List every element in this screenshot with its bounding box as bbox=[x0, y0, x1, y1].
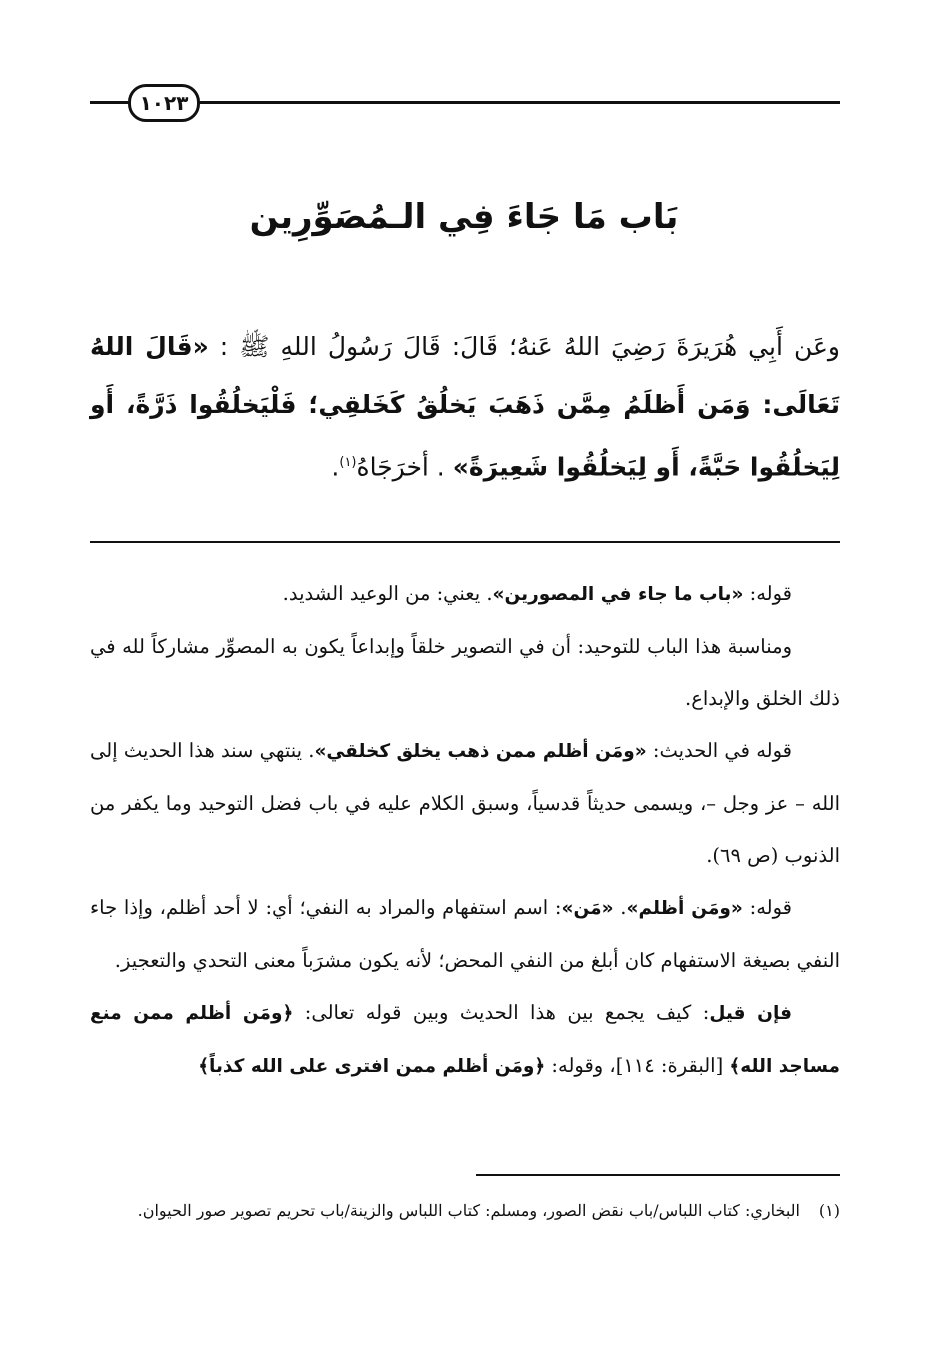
commentary-paragraph-2: ومناسبة هذا الباب للتوحيد: أن في التصوير خلقاً وإبداعاً يكون به المصوِّر مشاركاً لله في ذلك الخلق والإبداع. bbox=[90, 635, 840, 710]
footnote-text: البخاري: كتاب اللباس/باب نقض الصور، ومسلم: كتاب اللباس والزينة/باب تحريم تصوير صور الحيوان. bbox=[137, 1201, 800, 1220]
p4-mid: . bbox=[613, 896, 627, 919]
hadith-end: . bbox=[331, 452, 340, 482]
hadith-quote: «قَالَ اللهُ تَعَالَى: وَمَن أَظلَمُ مِمَّن ذَهَبَ يَخلُقُ كَخَلقِي؛ فَلْيَخلُقُوا ذَرَّةً، أَو لِيَخلُقُوا حَبَّةً، أَو لِيَخلُقُوا شَعِيرَةً» bbox=[90, 332, 840, 482]
commentary bbox=[90, 568, 840, 1093]
hadith-intro: وعَن أَبِي هُرَيرَةَ رَضِيَ اللهُ عَنهُ؛ قَالَ: قَالَ رَسُولُ اللهِ ﷺ : bbox=[219, 332, 840, 361]
p5-text-2: [البقرة: ١١٤]، وقوله: bbox=[545, 1054, 730, 1077]
commentary-paragraph-1 bbox=[90, 568, 840, 621]
chapter-title: بَاب مَا جَاءَ فِي الـمُصَوِّرِين bbox=[249, 197, 679, 237]
footnote-number: (١) bbox=[818, 1201, 840, 1220]
header-rule bbox=[90, 101, 840, 104]
footnote-1 bbox=[90, 1192, 840, 1230]
p5-bold-1: فإن قيل bbox=[709, 1003, 792, 1024]
page-number: ١٠٢٣ bbox=[128, 84, 200, 122]
hadith-text bbox=[90, 318, 840, 496]
hadith-outro: . أخرَجَاهُ bbox=[356, 452, 445, 482]
commentary-paragraph-5 bbox=[90, 987, 840, 1093]
p4-lead: قوله: bbox=[742, 896, 792, 919]
p4-bold-2: «مَن» bbox=[561, 898, 614, 919]
p3-rest: . ينتهي سند هذا الحديث إلى الله – عز وجل –، ويسمى حديثاً قدسياً، وسبق الكلام عليه في باب فضل التوحيد وما يكفر من الذنوب (ص ٦٩). bbox=[90, 739, 840, 867]
footnote-rule bbox=[476, 1174, 840, 1176]
p5-text-1: : كيف يجمع بين هذا الحديث وبين قوله تعالى: bbox=[293, 1001, 710, 1024]
p5-bold-3: ﴿ومَن أظلم ممن افترى على الله كذباً﴾ bbox=[198, 1056, 546, 1077]
footnote-ref: (١) bbox=[339, 455, 357, 470]
p4-rest: : اسم استفهام والمراد به النفي؛ أي: لا أحد أظلم، وإذا جاء النفي بصيغة الاستفهام كان أبلغ من النفي المحض؛ لأنه يكون مشرَباً معنى التحدي والتعجيز. bbox=[90, 896, 840, 972]
commentary-paragraph-3 bbox=[90, 725, 840, 882]
p3-bold: «ومَن أظلم ممن ذهب يخلق كخلقي» bbox=[314, 741, 647, 762]
p5-bold-2: ﴿ومَن أظلم ممن منع مساجد الله﴾ bbox=[90, 1003, 840, 1077]
p4-bold-1: «ومَن أظلم» bbox=[626, 898, 743, 919]
p1-lead: قوله: bbox=[743, 582, 792, 605]
p3-lead: قوله في الحديث: bbox=[646, 739, 792, 762]
p1-bold: «باب ما جاء في المصورين» bbox=[492, 584, 744, 605]
p1-rest: . يعني: من الوعيد الشديد. bbox=[282, 582, 493, 605]
footnotes bbox=[90, 1192, 840, 1230]
commentary-paragraph-4 bbox=[90, 882, 840, 987]
section-divider bbox=[90, 541, 840, 543]
